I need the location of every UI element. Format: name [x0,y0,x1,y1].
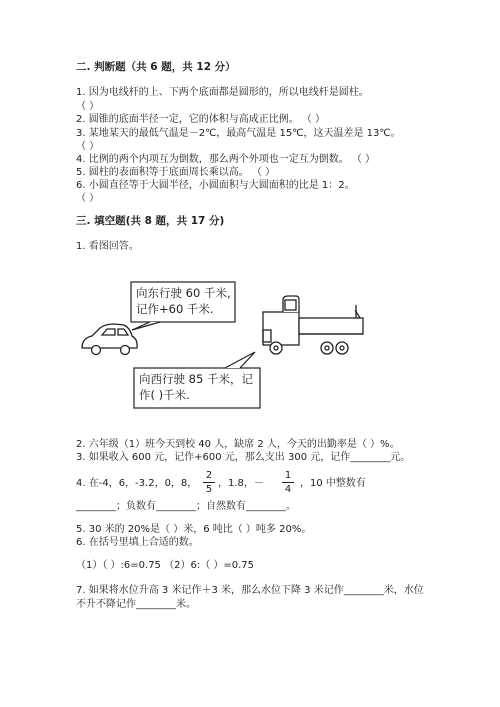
fraction-denominator: 5 [205,484,213,495]
judge-item-3-blank: （ ） [76,141,100,152]
bubble-bottom-tail [225,352,255,368]
fill-q2: 2. 六年级（1）班今天到校 40 人，缺席 2 人，今天的出勤率是（ ）%。 [76,439,400,450]
fill-q1: 1. 看图回答。 [76,241,139,252]
fill-q4-part-b: ，1.8，－ [218,478,264,489]
fill-q4-part-a: 4. 在-4，6，-3.2，0，8， [76,478,198,489]
judge-item-1-blank: （ ） [76,101,100,112]
fraction-numerator: 2 [205,470,213,481]
bubble-top-tail [132,322,160,330]
fill-q4-part-c: ，10 中整数有 [300,478,366,489]
judge-item-4: 4. 比例的两个内项互为倒数，那么两个外项也一定互为倒数。 （ ） [76,154,376,165]
judge-item-3: 3. 某地某天的最低气温是－2℃，最高气温是 15℃，这天温差是 13℃。 [76,128,401,139]
fraction-denominator: 4 [284,484,292,495]
fraction-bar [282,482,294,483]
bubble-top-line1: 向东行驶 60 千米, [136,286,231,300]
fill-q4-part-d: ________；负数有________；自然数有________。 [76,501,296,512]
fill-q6-parts: （1）（ ）:6=0.75 （2）6:（ ）=0.75 [76,560,255,571]
bubble-bottom-line2: 作( )千米. [139,388,190,402]
judge-item-1: 1. 因为电线杆的上、下两个底面都是圆形的，所以电线杆是圆柱。 [76,87,369,98]
truck-icon [263,296,363,354]
judge-item-6-blank: （ ） [76,193,100,204]
judge-item-6: 6. 小圆直径等于大圆半径，小圆面积与大圆面积的比是 1：2。 [76,180,355,191]
fill-q3: 3. 如果收入 600 元，记作+600 元，那么支出 300 元，记作________元。 [76,452,411,463]
section2-heading: 二. 判断题（共 6 题，共 12 分） [76,61,236,73]
bubble-bottom-line1: 向西行驶 85 千米，记 [139,372,253,386]
car-icon [82,324,137,355]
fill-q7-line1: 7. 如果将水位升高 3 米记作＋3 米，那么水位下降 3 米记作________米，水位 [76,585,424,596]
section3-heading: 三. 填空题(共 8 题，共 17 分) [76,215,225,227]
fraction-one-fourth [282,470,294,495]
fraction-numerator: 1 [284,470,292,481]
fill-q7-line2: 不升不降记作________米。 [76,599,196,610]
fraction-two-fifths [203,470,215,495]
fill-q5: 5. 30 米的 20%是（ ）米，6 吨比（ ）吨多 20%。 [76,524,312,535]
fraction-bar [203,482,215,483]
judge-item-2: 2. 圆锥的底面半径一定，它的体积与高成正比例。 （ ） [76,114,326,125]
fill-q6: 6. 在括号里填上合适的数。 [76,537,199,548]
judge-item-5: 5. 圆柱的表面积等于底面周长乘以高。 （ ） [76,167,276,178]
bubble-top-line2: 记作+60 千米. [136,302,214,316]
